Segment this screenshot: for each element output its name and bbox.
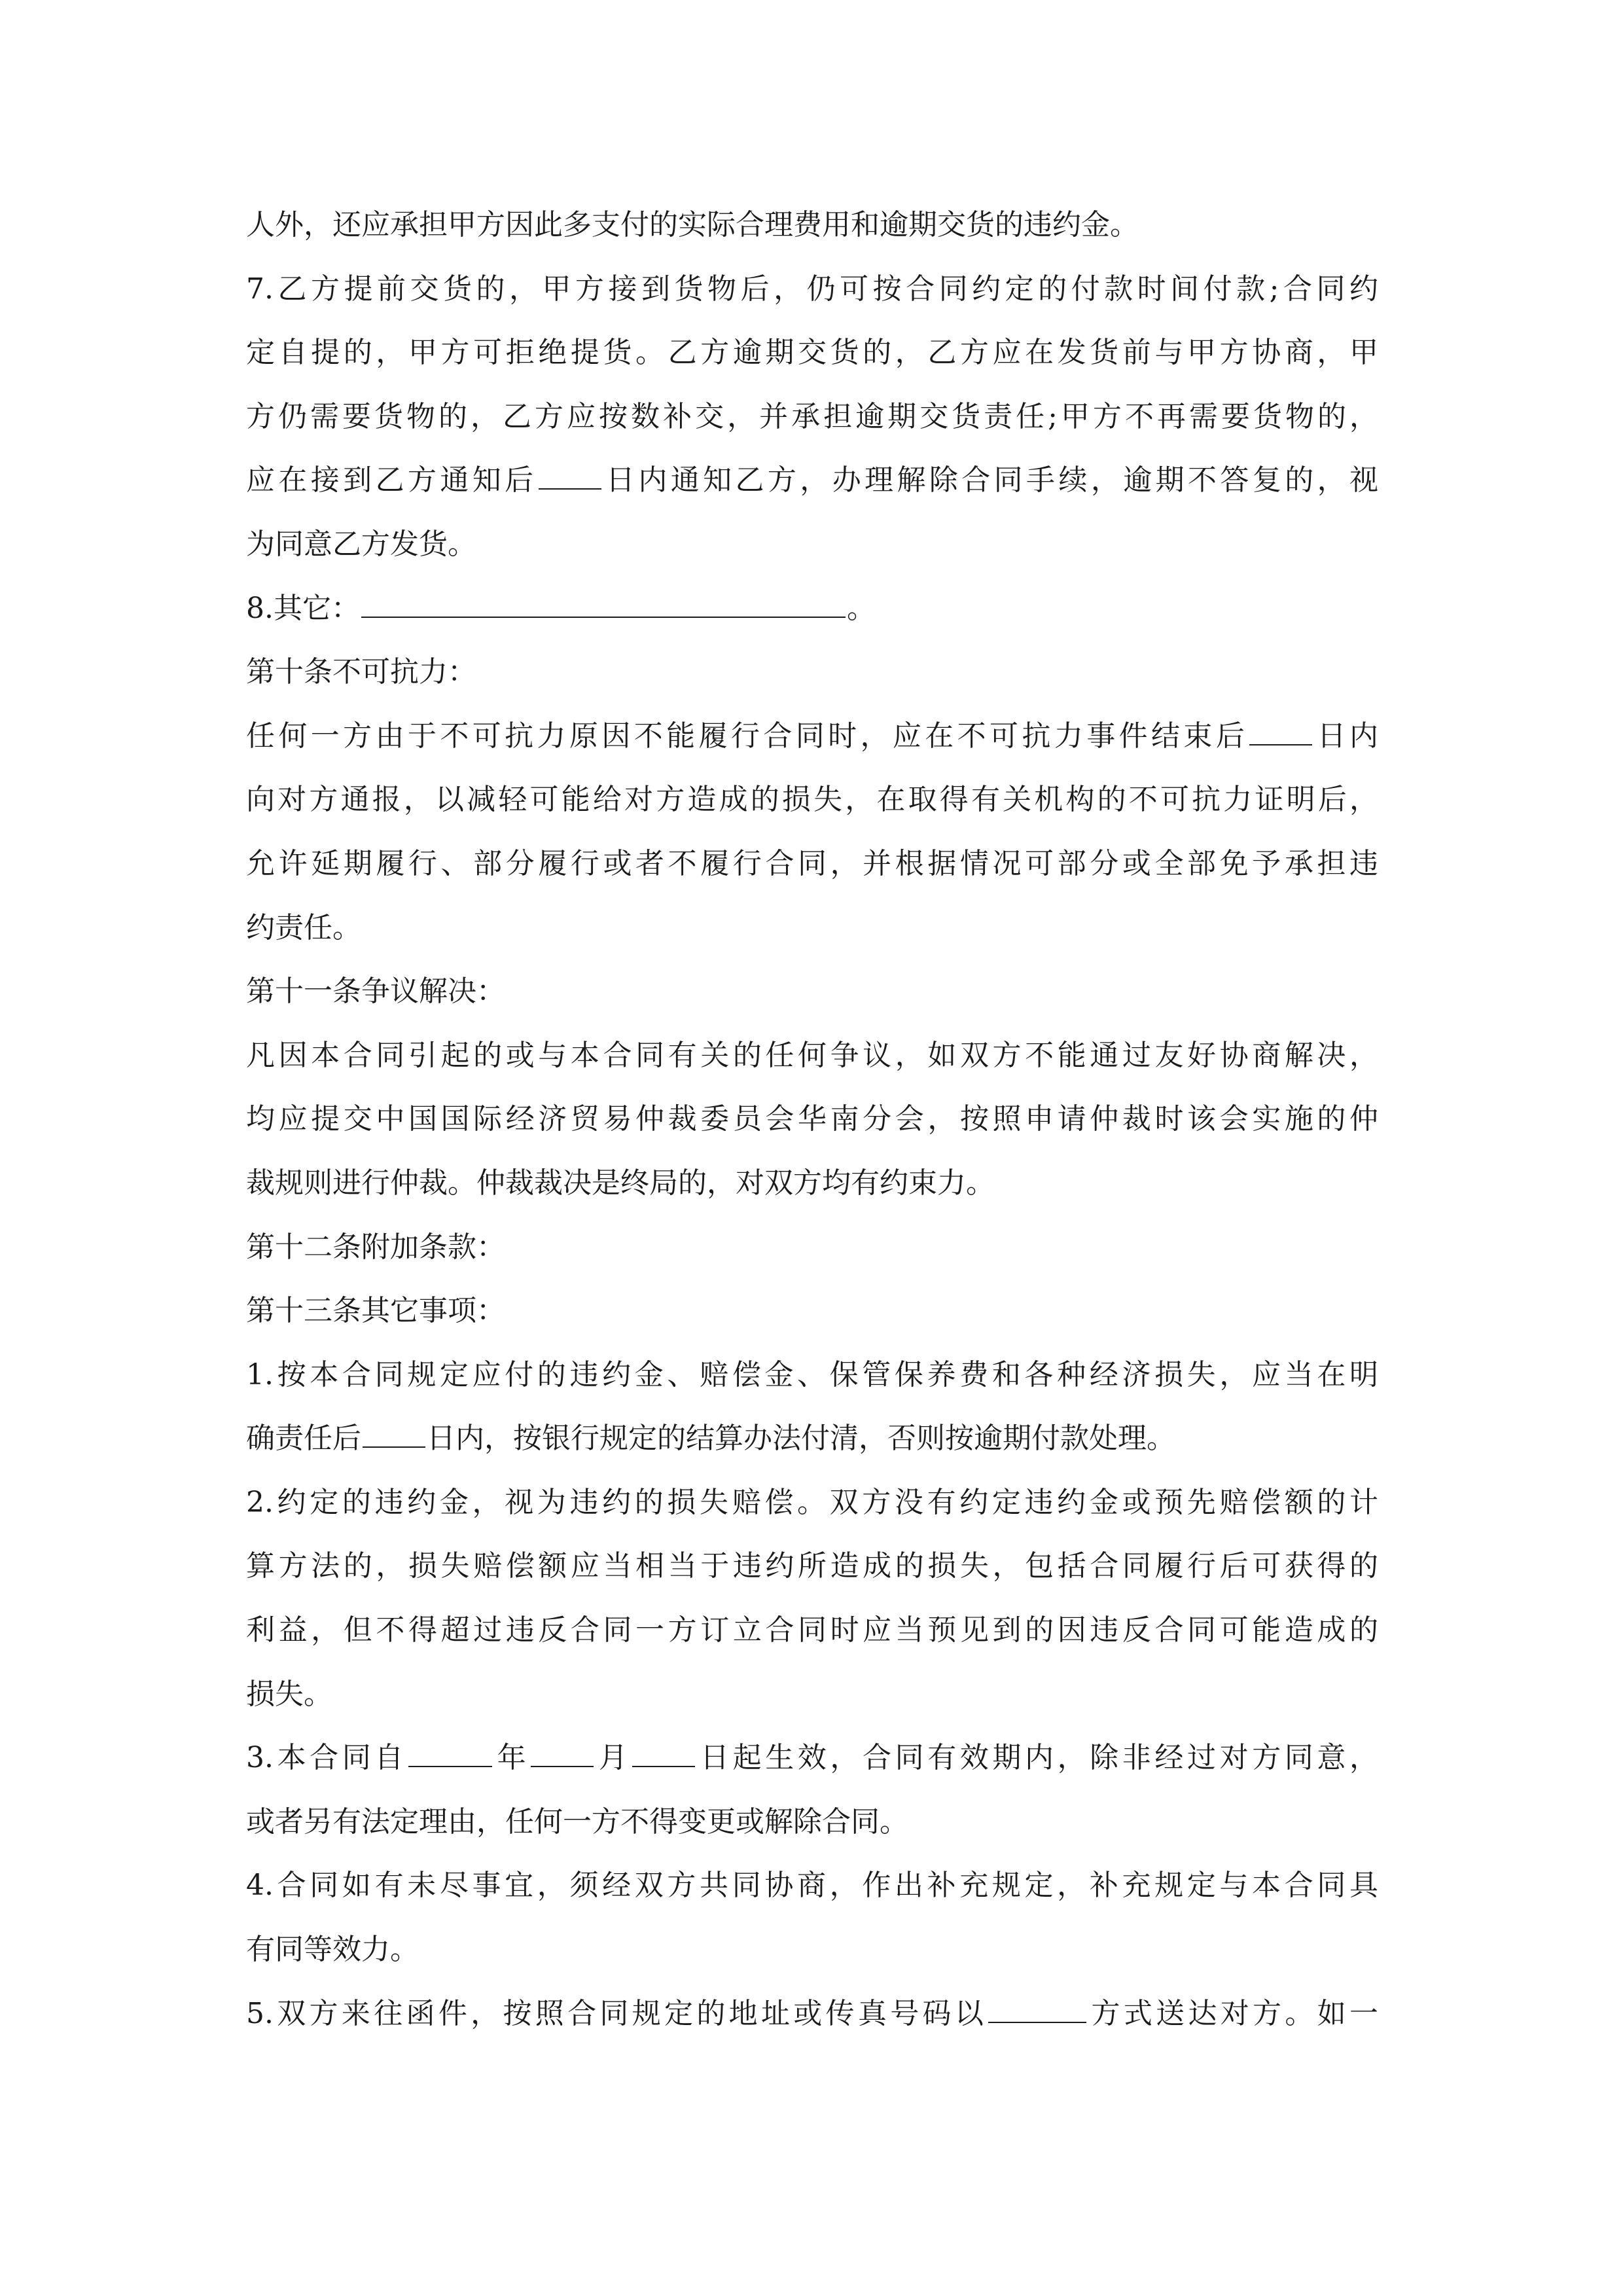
text-line xyxy=(246,704,1378,768)
text-line xyxy=(246,1534,1378,1598)
line-text: 约责任。 xyxy=(246,910,361,944)
text-line xyxy=(246,193,1378,257)
fill-in-blank[interactable] xyxy=(1249,718,1312,745)
text-line xyxy=(246,1279,1378,1343)
line-text: 日内 xyxy=(1313,719,1379,753)
text-line xyxy=(246,1662,1378,1727)
line-text: 日起生效，合同有效期内，除非经过对方同意， xyxy=(696,1741,1378,1775)
line-text: 应在接到乙方通知后 xyxy=(246,463,537,497)
line-text: 7.乙方提前交货的，甲方接到货物后，仍可按合同约定的付款时间付款;合同约 xyxy=(246,272,1378,306)
line-text: 方仍需要货物的，乙方应按数补交，并承担逾期交货责任;甲方不再需要货物的， xyxy=(246,399,1378,433)
line-text: 损失。 xyxy=(246,1677,332,1711)
text-line xyxy=(246,960,1378,1024)
line-text: 任何一方由于不可抗力原因不能履行合同时，应在不可抗力事件结束后 xyxy=(246,719,1249,753)
line-text: 利益，但不得超过违反合同一方订立合同时应当预见到的因违反合同可能造成的 xyxy=(246,1613,1378,1647)
text-line xyxy=(246,1982,1378,2046)
line-text: 第十三条其它事项： xyxy=(246,1294,505,1328)
line-text: 4.合同如有未尽事宜，须经双方共同协商，作出补充规定，补充规定与本合同具 xyxy=(246,1869,1378,1903)
line-text: 8.其它： xyxy=(246,591,360,625)
line-text: 年 xyxy=(493,1741,530,1775)
fill-in-blank[interactable] xyxy=(632,1740,695,1767)
text-line xyxy=(246,512,1378,577)
line-text: 方式送达对方。如一 xyxy=(1088,1996,1379,2030)
fill-in-blank[interactable] xyxy=(361,590,846,618)
line-text: 凡因本合同引起的或与本合同有关的任何争议，如双方不能通过友好协商解决， xyxy=(246,1038,1378,1072)
fill-in-blank[interactable] xyxy=(531,1740,594,1767)
text-line xyxy=(246,1407,1378,1471)
line-text: 允许延期履行、部分履行或者不履行合同，并根据情况可部分或全部免予承担违 xyxy=(246,846,1378,880)
line-text: 。 xyxy=(846,591,876,625)
text-line xyxy=(246,1726,1378,1790)
text-line xyxy=(246,1790,1378,1854)
text-line xyxy=(246,832,1378,896)
text-line xyxy=(246,896,1378,960)
line-text: 有同等效力。 xyxy=(246,1933,419,1967)
line-text: 定自提的，甲方可拒绝提货。乙方逾期交货的，乙方应在发货前与甲方协商，甲 xyxy=(246,336,1378,370)
document-body xyxy=(246,193,1378,2045)
text-line xyxy=(246,1151,1378,1215)
text-line xyxy=(246,1854,1378,1918)
text-line xyxy=(246,1087,1378,1151)
text-line xyxy=(246,321,1378,385)
line-text: 算方法的，损失赔偿额应当相当于违约所造成的损失，包括合同履行后可获得的 xyxy=(246,1549,1378,1583)
line-text: 第十二条附加条款： xyxy=(246,1230,505,1264)
text-line xyxy=(246,768,1378,832)
text-line xyxy=(246,1024,1378,1088)
fill-in-blank[interactable] xyxy=(408,1740,492,1767)
text-line xyxy=(246,1598,1378,1662)
line-text: 向对方通报，以减轻可能给对方造成的损失，在取得有关机构的不可抗力证明后， xyxy=(246,783,1378,817)
fill-in-blank[interactable] xyxy=(988,1996,1086,2023)
line-text: 日内，按银行规定的结算办法付清，否则按逾期付款处理。 xyxy=(427,1422,1175,1456)
text-line xyxy=(246,257,1378,321)
text-line xyxy=(246,1215,1378,1280)
line-text: 第十一条争议解决： xyxy=(246,975,505,1009)
line-text: 确责任后 xyxy=(246,1422,361,1456)
line-text: 日内通知乙方，办理解除合同手续，逾期不答复的，视 xyxy=(602,463,1378,497)
line-text: 为同意乙方发货。 xyxy=(246,527,476,561)
line-text: 裁规则进行仲裁。仲裁裁决是终局的，对双方均有约束力。 xyxy=(246,1166,995,1200)
text-line xyxy=(246,577,1378,641)
line-text: 3.本合同自 xyxy=(246,1741,407,1775)
text-line xyxy=(246,1918,1378,1982)
line-text: 2.约定的违约金，视为违约的损失赔偿。双方没有约定违约金或预先赔偿额的计 xyxy=(246,1485,1378,1519)
line-text: 5.双方来往函件，按照合同规定的地址或传真号码以 xyxy=(246,1996,988,2030)
fill-in-blank[interactable] xyxy=(539,462,601,490)
line-text: 1.按本合同规定应付的违约金、赔偿金、保管保养费和各种经济损失，应当在明 xyxy=(246,1357,1378,1391)
text-line xyxy=(246,385,1378,449)
text-line xyxy=(246,1343,1378,1407)
line-text: 第十条不可抗力： xyxy=(246,655,476,689)
line-text: 或者另有法定理由，任何一方不得变更或解除合同。 xyxy=(246,1804,908,1839)
text-line xyxy=(246,448,1378,512)
line-text: 月 xyxy=(595,1741,632,1775)
line-text: 均应提交中国国际经济贸易仲裁委员会华南分会，按照申请仲裁时该会实施的仲 xyxy=(246,1102,1378,1136)
line-text: 人外，还应承担甲方因此多支付的实际合理费用和逾期交货的违约金。 xyxy=(246,208,1139,242)
text-line xyxy=(246,640,1378,704)
fill-in-blank[interactable] xyxy=(363,1420,425,1448)
text-line xyxy=(246,1471,1378,1535)
